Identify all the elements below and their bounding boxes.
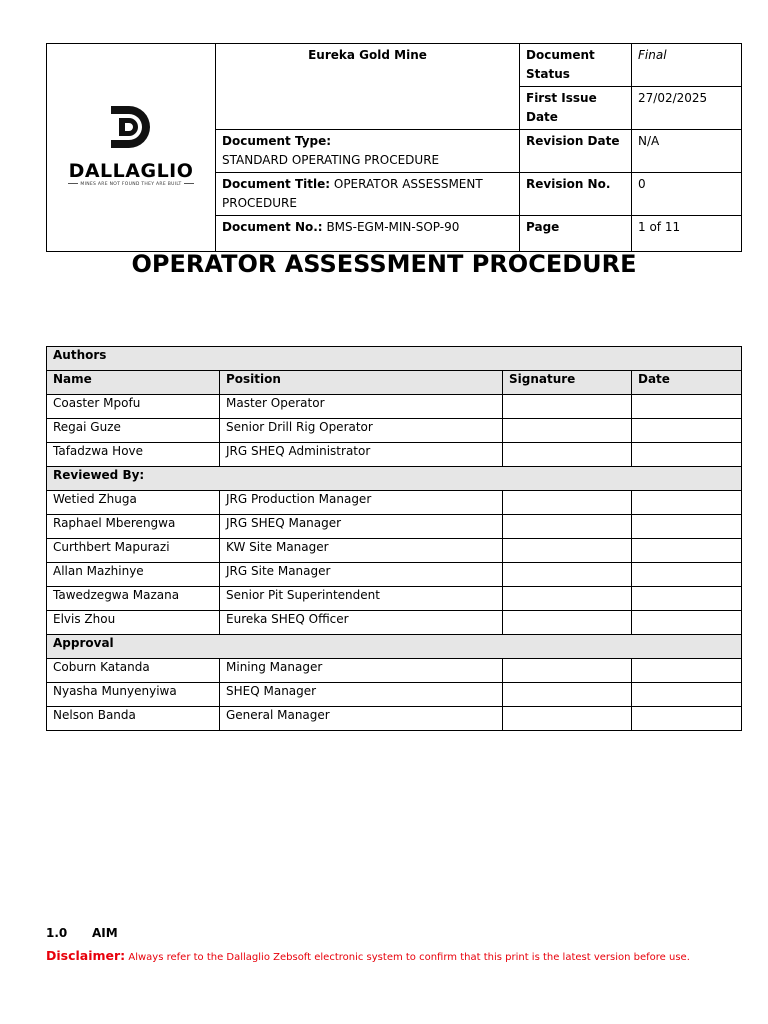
section-aim-heading xyxy=(46,926,118,940)
brand-name: DALLAGLIO xyxy=(68,160,194,182)
signature-cell xyxy=(503,563,632,587)
date-cell xyxy=(632,587,742,611)
signature-cell xyxy=(503,515,632,539)
brand-tagline: MINES ARE NOT FOUND THEY ARE BUILT xyxy=(66,182,195,188)
date-cell xyxy=(632,491,742,515)
name-cell: Curthbert Mapurazi xyxy=(47,539,220,563)
section-number: 1.0 xyxy=(46,926,68,940)
name-cell: Nyasha Munyenyiwa xyxy=(47,683,220,707)
table-row xyxy=(47,491,742,515)
section-label: Reviewed By: xyxy=(47,467,742,491)
name-cell: Allan Mazhinye xyxy=(47,563,220,587)
doc-type-cell xyxy=(216,130,520,173)
table-row xyxy=(47,419,742,443)
table-row xyxy=(47,707,742,731)
position-cell: JRG SHEQ Manager xyxy=(220,515,503,539)
column-header: Date xyxy=(632,371,742,395)
signoff-table xyxy=(46,346,742,731)
date-cell xyxy=(632,659,742,683)
column-header: Name xyxy=(47,371,220,395)
name-cell: Tawedzegwa Mazana xyxy=(47,587,220,611)
position-cell: Senior Drill Rig Operator xyxy=(220,419,503,443)
doc-type-value: STANDARD OPERATING PROCEDURE xyxy=(222,153,440,167)
doc-no-value: BMS-EGM-MIN-SOP-90 xyxy=(326,220,460,234)
table-row xyxy=(47,395,742,419)
signature-cell xyxy=(503,611,632,635)
table-row xyxy=(47,539,742,563)
status-label: Document Status xyxy=(520,44,632,87)
signature-cell xyxy=(503,587,632,611)
table-row xyxy=(47,611,742,635)
name-cell: Coaster Mpofu xyxy=(47,395,220,419)
status-value: Final xyxy=(632,44,742,87)
document-title: OPERATOR ASSESSMENT PROCEDURE xyxy=(131,250,637,278)
section-header-row xyxy=(47,467,742,491)
date-cell xyxy=(632,395,742,419)
logo-cell xyxy=(47,44,216,252)
date-cell xyxy=(632,563,742,587)
position-cell: JRG SHEQ Administrator xyxy=(220,443,503,467)
doc-type-label: Document Type: xyxy=(222,134,332,148)
signature-cell xyxy=(503,707,632,731)
position-cell: KW Site Manager xyxy=(220,539,503,563)
name-cell: Nelson Banda xyxy=(47,707,220,731)
date-cell xyxy=(632,539,742,563)
date-cell xyxy=(632,515,742,539)
signature-cell xyxy=(503,683,632,707)
position-cell: General Manager xyxy=(220,707,503,731)
first-issue-value: 27/02/2025 xyxy=(632,87,742,130)
doc-title-value: OPERATOR ASSESSMENT PROCEDURE xyxy=(222,177,483,210)
position-cell: Eureka SHEQ Officer xyxy=(220,611,503,635)
table-row xyxy=(47,443,742,467)
position-cell: Master Operator xyxy=(220,395,503,419)
signature-cell xyxy=(503,419,632,443)
page-label: Page xyxy=(520,216,632,252)
position-cell: SHEQ Manager xyxy=(220,683,503,707)
column-header: Signature xyxy=(503,371,632,395)
doc-no-label: Document No.: xyxy=(222,220,323,234)
table-row xyxy=(47,587,742,611)
name-cell: Tafadzwa Hove xyxy=(47,443,220,467)
dallaglio-d-icon xyxy=(107,104,155,150)
table-row xyxy=(47,683,742,707)
column-header-row xyxy=(47,371,742,395)
section-label: Approval xyxy=(47,635,742,659)
doc-title-cell xyxy=(216,173,520,216)
table-row xyxy=(47,563,742,587)
section-header-row xyxy=(47,347,742,371)
section-label: AIM xyxy=(92,926,118,940)
name-cell: Wetied Zhuga xyxy=(47,491,220,515)
first-issue-label: First Issue Date xyxy=(520,87,632,130)
disclaimer-text: Always refer to the Dallaglio Zebsoft electronic system to confirm that this print is the latest version before use. xyxy=(125,952,690,963)
date-cell xyxy=(632,707,742,731)
position-cell: Senior Pit Superintendent xyxy=(220,587,503,611)
signature-cell xyxy=(503,443,632,467)
doc-title-label: Document Title: xyxy=(222,177,331,191)
section-label: Authors xyxy=(47,347,742,371)
date-cell xyxy=(632,443,742,467)
disclaimer-label: Disclaimer: xyxy=(46,948,126,963)
revision-date-value: N/A xyxy=(632,130,742,173)
date-cell xyxy=(632,611,742,635)
mine-name: Eureka Gold Mine xyxy=(216,44,520,130)
name-cell: Elvis Zhou xyxy=(47,611,220,635)
revision-no-label: Revision No. xyxy=(520,173,632,216)
date-cell xyxy=(632,419,742,443)
signature-cell xyxy=(503,659,632,683)
position-cell: JRG Production Manager xyxy=(220,491,503,515)
position-cell: Mining Manager xyxy=(220,659,503,683)
document-header-table xyxy=(46,43,742,252)
table-row xyxy=(47,515,742,539)
page-value: 1 of 11 xyxy=(632,216,742,252)
doc-no-cell xyxy=(216,216,520,252)
name-cell: Coburn Katanda xyxy=(47,659,220,683)
revision-date-label: Revision Date xyxy=(520,130,632,173)
position-cell: JRG Site Manager xyxy=(220,563,503,587)
signature-cell xyxy=(503,395,632,419)
name-cell: Raphael Mberengwa xyxy=(47,515,220,539)
table-row xyxy=(47,659,742,683)
signature-cell xyxy=(503,491,632,515)
name-cell: Regai Guze xyxy=(47,419,220,443)
dallaglio-logo xyxy=(66,104,195,188)
revision-no-value: 0 xyxy=(632,173,742,216)
column-header: Position xyxy=(220,371,503,395)
section-header-row xyxy=(47,635,742,659)
signature-cell xyxy=(503,539,632,563)
date-cell xyxy=(632,683,742,707)
disclaimer xyxy=(46,948,690,963)
